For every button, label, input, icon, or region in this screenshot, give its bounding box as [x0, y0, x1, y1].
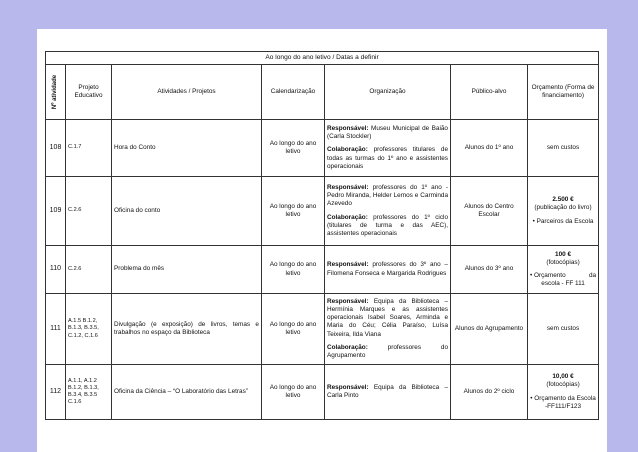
project-code: C.2.6	[66, 177, 112, 246]
header-calendar: Calendarização	[262, 65, 325, 120]
project-code: C.1.7	[66, 120, 112, 177]
header-orcamento: Orçamento (Forma de financiamento)	[528, 65, 599, 120]
budget-amount: 100 €	[555, 250, 572, 258]
calendar-cell: Ao longo do ano letivo	[262, 177, 325, 246]
activity-title: Problema do mês	[112, 246, 262, 294]
banner-title: Ao longo do ano letivo / Datas a definir	[46, 52, 599, 65]
budget-cell: sem custos	[528, 120, 599, 177]
audience-cell: Alunos do Agrupamento	[451, 294, 528, 365]
activity-number: 108	[46, 120, 66, 177]
budget-source-tail: escola - FF 111	[541, 280, 585, 288]
calendar-cell: Ao longo do ano letivo	[262, 246, 325, 294]
activity-number: 109	[46, 177, 66, 246]
audience-cell: Alunos do 3º ano	[451, 246, 528, 294]
organization-cell: Responsável: Equipa da Biblioteca – Hermínia Marques e as assistentes operacionais Isabel Soares, Arminda e Maria do Céu; Célia Paraíso, Luísa Teixeira, Ilda Viana Colaboração: professores do Agrupamento	[325, 294, 451, 365]
table-row	[46, 177, 599, 246]
header-num: Nº atividade	[46, 65, 66, 120]
budget-cell: sem custos	[528, 294, 599, 365]
budget-detail: (fotocópias)	[546, 258, 580, 266]
audience-cell: Alunos do 2º ciclo	[451, 365, 528, 420]
activity-number: 111	[46, 294, 66, 365]
activity-title: Hora do Conto	[112, 120, 262, 177]
table-row	[46, 365, 599, 420]
audience-cell: Alunos do 1º ano	[451, 120, 528, 177]
audience-cell: Alunos do Centro Escolar	[451, 177, 528, 246]
activities-table	[45, 51, 599, 420]
budget-source: • Orçamento da	[530, 272, 596, 280]
banner-row	[46, 52, 599, 65]
organization-cell: Responsável: professores do 1º ano - Pedro Miranda, Helder Lemos e Carminda Azevedo Colaboração: professores do 1º ciclo (titulares de turma e das AEC), assistentes operacionais	[325, 177, 451, 246]
organization-cell: Responsável: Museu Municipal de Baião (Carla Stockler) Colaboração: professores titulares de todas as turmas do 1º ano e assistentes operacionais	[325, 120, 451, 177]
calendar-cell: Ao longo do ano letivo	[262, 120, 325, 177]
project-code: C.2.6	[66, 246, 112, 294]
project-code: A.1.1, A.1.2 B.1.2, B.1.3, B.3.4, B.3.5 C.1.6	[66, 365, 112, 420]
activity-number: 110	[46, 246, 66, 294]
project-code: A.1.5 B.1.2, B.1.3, B.3.5, C.1.2, C.1.6	[66, 294, 112, 365]
organization-cell: Responsável: professores do 3º ano – Filomena Fonseca e Margarida Rodrigues	[325, 246, 451, 294]
budget-cell	[528, 365, 599, 420]
document-page	[37, 29, 607, 452]
activity-title: Oficina da Ciência – “O Laboratório das Letras”	[112, 365, 262, 420]
budget-amount: 10,00 €	[552, 373, 574, 381]
header-atividades: Atividades / Projetos	[112, 65, 262, 120]
table-row	[46, 246, 599, 294]
activity-title: Oficina do conto	[112, 177, 262, 246]
table-row	[46, 120, 599, 177]
budget-cell	[528, 246, 599, 294]
header-organizacao: Organização	[325, 65, 451, 120]
budget-source: • Parceiros da Escola	[530, 218, 596, 226]
table-row	[46, 294, 599, 365]
budget-detail: (fotocópias)	[546, 381, 580, 389]
activity-number: 112	[46, 365, 66, 420]
header-projeto: Projeto Educativo	[66, 65, 112, 120]
budget-source: • Orçamento da Escola -FF111/F123	[530, 395, 596, 411]
budget-amount: 2.500 €	[552, 196, 574, 204]
header-row	[46, 65, 599, 120]
calendar-cell: Ao longo do ano letivo	[262, 294, 325, 365]
header-publico: Público-alvo	[451, 65, 528, 120]
activity-title: Divulgação (e exposição) de livros, temas e trabalhos no espaço da Biblioteca	[112, 294, 262, 365]
budget-cell	[528, 177, 599, 246]
budget-detail: (publicação do livro)	[534, 204, 592, 212]
calendar-cell: Ao longo do ano letivo	[262, 365, 325, 420]
organization-cell: Responsável: Equipa da Biblioteca – Carla Pinto	[325, 365, 451, 420]
